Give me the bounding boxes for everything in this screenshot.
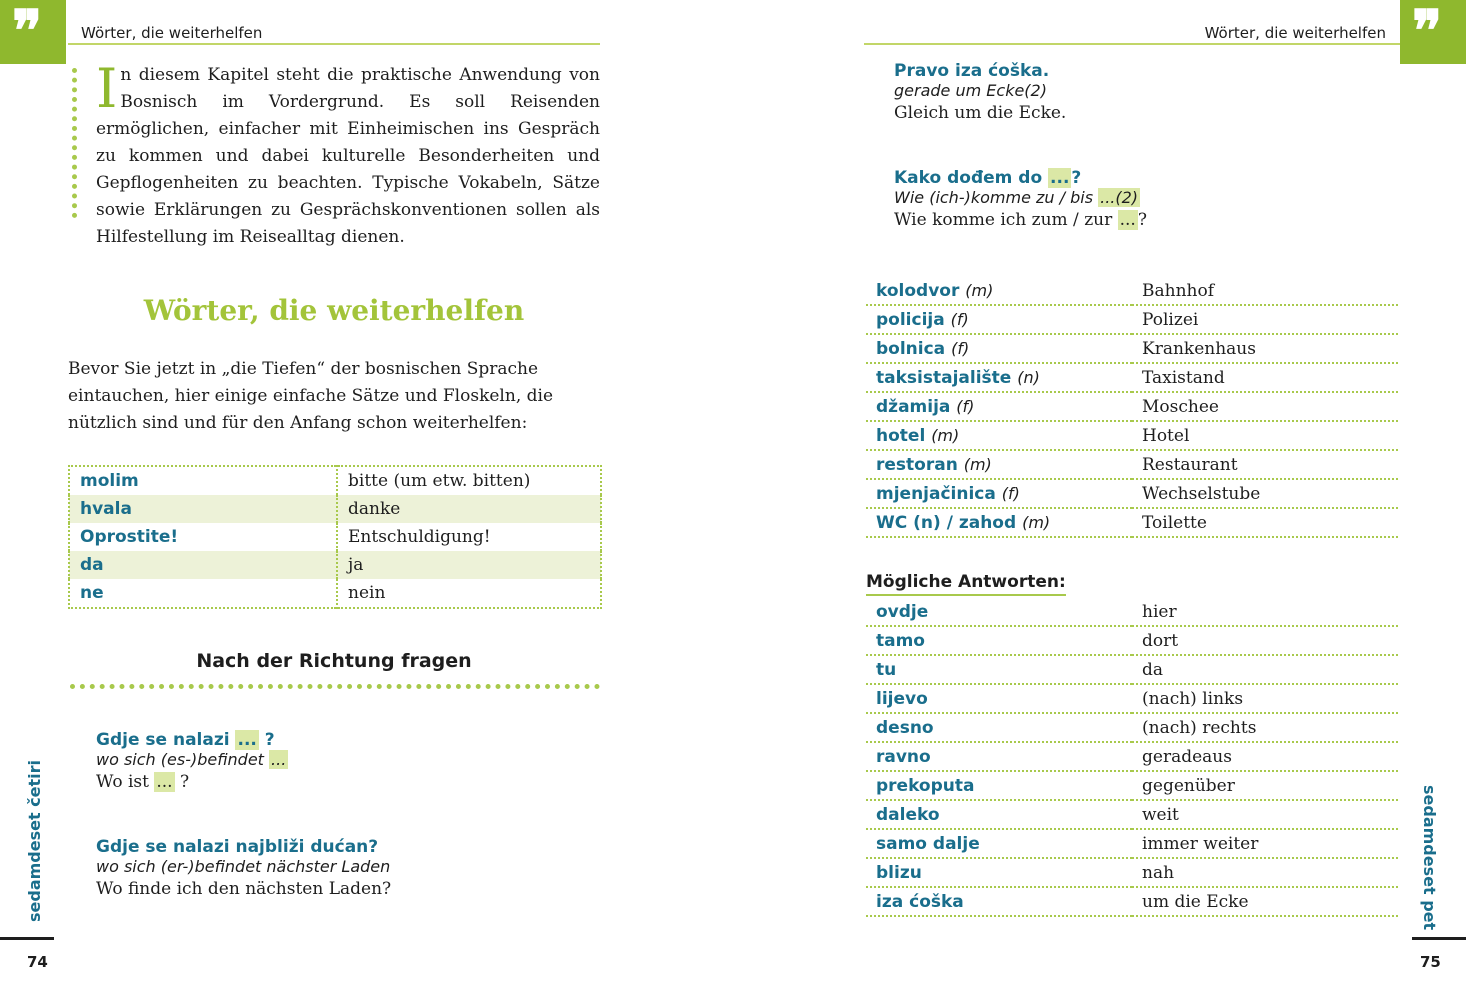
phrase-block-3 — [894, 61, 1066, 127]
phrase-literal: wo sich (er-)befindet nächster Laden — [96, 857, 391, 876]
footer-rule-right — [1412, 937, 1466, 940]
section-paragraph: Bevor Sie jetzt in „die Tiefen“ der bosnischen Sprache eintauchen, hier einige einfache Sätze und Floskeln, die nützlich sind und für den Anfang schon weiterhelfen: — [68, 359, 554, 433]
table-row — [866, 771, 1398, 800]
term-word: WC (n) / zahod — [876, 512, 1017, 533]
term-de: um die Ecke — [1132, 887, 1398, 916]
quote-icon: ❞ — [1412, 0, 1443, 64]
phrase-text: ? — [1071, 168, 1082, 188]
table-row — [69, 495, 601, 523]
phrase-text: ? — [1137, 210, 1147, 230]
phrase-text: ? — [174, 772, 190, 792]
header-rule-right — [864, 43, 1400, 45]
running-header-right: Wörter, die weiterhelfen — [1204, 24, 1386, 42]
table-row — [69, 466, 601, 495]
term-bs — [866, 479, 1132, 508]
placeholder-highlight: ... — [1119, 210, 1136, 230]
table-row — [69, 551, 601, 579]
table-row — [866, 479, 1398, 508]
placeholder-highlight: ... — [271, 750, 287, 769]
phrase-block-1 — [96, 730, 288, 796]
phrase-literal — [96, 750, 288, 769]
term-de: da — [1132, 655, 1398, 684]
term-bs — [866, 421, 1132, 450]
table-row — [866, 392, 1398, 421]
term-bs — [866, 305, 1132, 334]
phrase-german: Gleich um die Ecke. — [894, 103, 1067, 123]
term-de: Wechselstube — [1132, 479, 1398, 508]
section-title: Wörter, die weiterhelfen — [143, 294, 525, 327]
table-row — [866, 305, 1398, 334]
term-bs: Oprostite! — [69, 523, 337, 551]
term-gender: (f) — [956, 396, 975, 416]
table-row — [866, 626, 1398, 655]
side-page-word-right: sedamdeset pet — [1420, 785, 1439, 931]
subsection-dotted-rule — [70, 684, 600, 689]
answers-title: Mögliche Antworten: — [866, 572, 1066, 596]
term-de: (nach) rechts — [1132, 713, 1398, 742]
term-de: weit — [1132, 800, 1398, 829]
term-word: restoran — [876, 454, 958, 475]
term-de: gegenüber — [1132, 771, 1398, 800]
phrase-text: ? — [258, 730, 275, 750]
term-de: nah — [1132, 858, 1398, 887]
term-bs: hvala — [69, 495, 337, 523]
term-word: taksistajalište — [876, 367, 1012, 388]
term-word: mjenjačinica — [876, 483, 996, 504]
term-bs — [866, 334, 1132, 363]
phrase-bosnian — [96, 730, 288, 750]
term-de: (nach) links — [1132, 684, 1398, 713]
term-bs — [866, 277, 1132, 305]
intro-dotted-bar — [72, 68, 77, 218]
term-gender: (f) — [951, 338, 970, 358]
table-row — [866, 713, 1398, 742]
header-rule-left — [68, 43, 600, 45]
phrase-text: Wo ist — [96, 772, 155, 792]
quote-icon: ❞ — [12, 0, 43, 64]
phrase-text: Gdje se nalazi — [96, 730, 236, 750]
term-word: kolodvor — [876, 280, 960, 301]
phrase-german — [96, 769, 288, 796]
phrase-block-2 — [96, 837, 391, 903]
phrase-text: Wie komme ich zum / zur — [894, 210, 1118, 230]
term-bs: da — [69, 551, 337, 579]
term-gender: (n) — [1017, 367, 1040, 387]
term-de: Taxistand — [1132, 363, 1398, 392]
phrase-literal: gerade um Ecke(2) — [894, 81, 1047, 100]
term-gender: (m) — [931, 425, 960, 445]
term-bs: molim — [69, 466, 337, 495]
phrase-text: Kako dođem do — [894, 168, 1049, 188]
places-vocab-table — [866, 277, 1398, 538]
term-gender: (m) — [963, 454, 992, 474]
placeholder-highlight: ... — [237, 730, 257, 750]
term-bs: ne — [69, 579, 337, 608]
phrase-bosnian: Gdje se nalazi najbliži dućan? — [96, 837, 379, 857]
table-row — [866, 655, 1398, 684]
term-bs: samo dalje — [866, 829, 1132, 858]
term-de: immer weiter — [1132, 829, 1398, 858]
table-row — [866, 334, 1398, 363]
term-bs: tu — [866, 655, 1132, 684]
table-row — [866, 887, 1398, 916]
table-row — [866, 858, 1398, 887]
answers-vocab-table — [866, 598, 1398, 917]
term-de: hier — [1132, 598, 1398, 626]
term-de: Hotel — [1132, 421, 1398, 450]
term-bs: prekoputa — [866, 771, 1132, 800]
term-de: Polizei — [1132, 305, 1398, 334]
term-gender: (f) — [950, 309, 969, 329]
term-gender: (f) — [1001, 483, 1020, 503]
basic-phrases-table — [68, 465, 602, 609]
table-row — [866, 421, 1398, 450]
term-bs: lijevo — [866, 684, 1132, 713]
table-row — [866, 450, 1398, 479]
table-row — [866, 363, 1398, 392]
term-de: Entschuldigung! — [348, 527, 491, 547]
table-row — [69, 579, 601, 608]
phrase-german: Wo finde ich den nächsten Laden? — [96, 879, 392, 899]
term-word: policija — [876, 309, 945, 330]
term-word: hotel — [876, 425, 926, 446]
term-de: Krankenhaus — [1132, 334, 1398, 363]
placeholder-highlight: ... — [1050, 168, 1070, 188]
term-de: Moschee — [1132, 392, 1398, 421]
term-de: Restaurant — [1132, 450, 1398, 479]
phrase-german — [894, 207, 1147, 234]
phrase-text: wo sich (es-)befindet — [96, 750, 270, 769]
subsection-title: Nach der Richtung fragen — [196, 650, 472, 672]
term-de: dort — [1132, 626, 1398, 655]
term-de: nein — [348, 583, 386, 603]
term-gender: (m) — [1022, 512, 1051, 532]
intro-text: n diesem Kapitel steht die praktische Anwendung von Bosnisch im Vordergrund. Es soll Reisenden ermöglichen, einfacher mit Einheimischen ins Gespräch zu kommen und dabei kulturelle Besonderheiten und Gepflogenheiten zu beachten. Typische Vokabeln, Sätze sowie Erklärungen zu Gesprächskonventionen sollen als Hilfestellung im Reisealltag dienen. — [96, 65, 600, 247]
table-row — [866, 742, 1398, 771]
term-de: bitte (um etw. bitten) — [348, 471, 531, 491]
term-de: ja — [337, 551, 601, 579]
term-bs: ovdje — [866, 598, 1132, 626]
table-row — [69, 523, 601, 551]
phrase-bosnian: Pravo iza ćoška. — [894, 61, 1050, 81]
term-bs — [866, 508, 1132, 537]
term-de: danke — [337, 495, 601, 523]
table-row — [866, 277, 1398, 305]
phrase-bosnian — [894, 168, 1147, 188]
placeholder-highlight: ...(2) — [1100, 188, 1139, 207]
term-word: bolnica — [876, 338, 946, 359]
term-bs — [866, 363, 1132, 392]
term-bs: tamo — [866, 626, 1132, 655]
term-de: Toilette — [1132, 508, 1398, 537]
term-bs: desno — [866, 713, 1132, 742]
term-word: džamija — [876, 396, 951, 417]
term-gender: (m) — [965, 280, 994, 300]
term-bs: iza ćoška — [866, 887, 1132, 916]
page-number-right: 75 — [1420, 953, 1441, 971]
side-page-word-left: sedamdeset četiri — [25, 759, 44, 922]
term-de: geradeaus — [1132, 742, 1398, 771]
table-row — [866, 829, 1398, 858]
table-row — [866, 684, 1398, 713]
placeholder-highlight: ... — [156, 772, 173, 792]
page-number-left: 74 — [27, 953, 48, 971]
term-bs — [866, 450, 1132, 479]
intro-paragraph — [96, 57, 600, 251]
term-bs — [866, 392, 1132, 421]
table-row — [866, 800, 1398, 829]
term-bs: blizu — [866, 858, 1132, 887]
term-bs: daleko — [866, 800, 1132, 829]
drop-cap: I — [96, 57, 118, 120]
phrase-literal — [894, 188, 1147, 207]
quote-tab-right — [1400, 0, 1466, 64]
table-row — [866, 598, 1398, 626]
table-row — [866, 508, 1398, 537]
quote-tab-left — [0, 0, 66, 64]
footer-rule-left — [0, 937, 54, 940]
running-header-left: Wörter, die weiterhelfen — [81, 24, 263, 42]
phrase-text: Wie (ich-)komme zu / bis — [894, 188, 1099, 207]
term-bs: ravno — [866, 742, 1132, 771]
phrase-block-4 — [894, 168, 1147, 234]
term-de: Bahnhof — [1132, 277, 1398, 305]
